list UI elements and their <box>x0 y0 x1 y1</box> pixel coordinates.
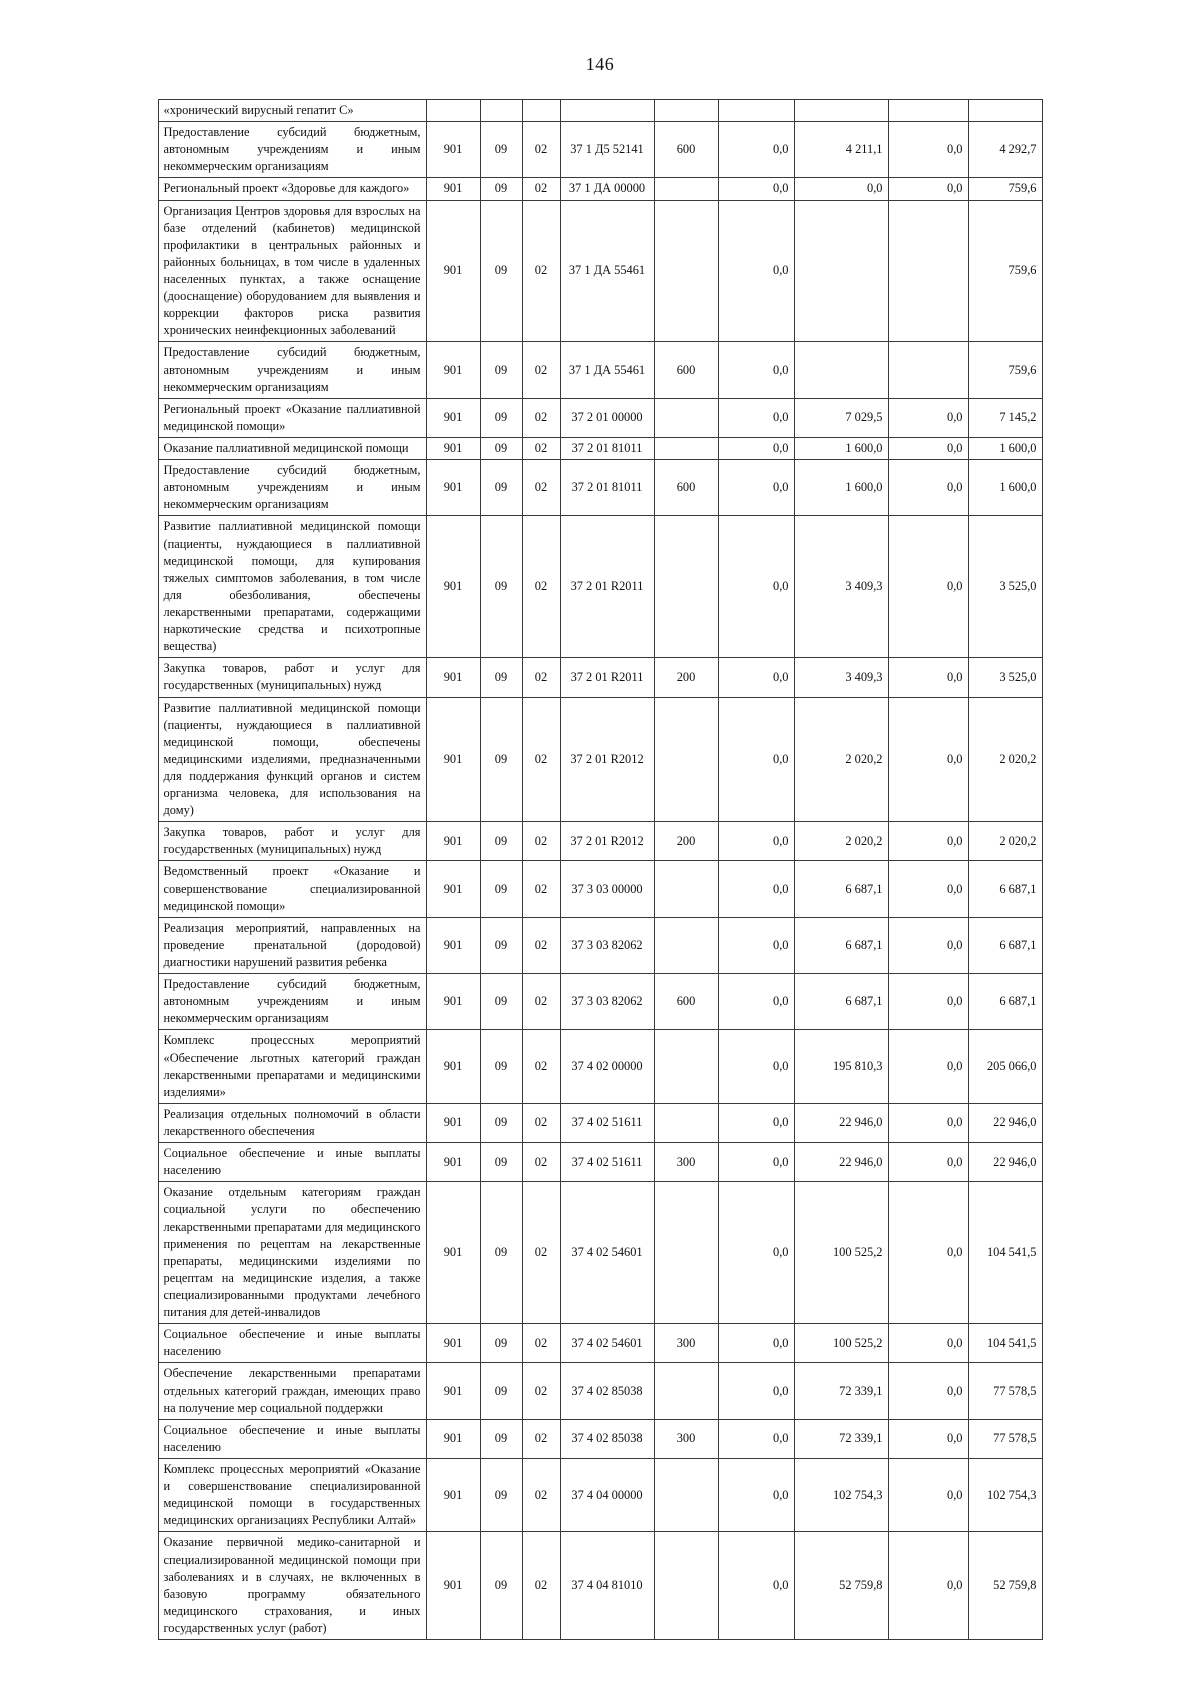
cell-section-code: 09 <box>480 1182 522 1324</box>
cell-amount-1: 0,0 <box>718 398 794 437</box>
cell-amount-1: 0,0 <box>718 1363 794 1419</box>
cell-amount-1: 0,0 <box>718 1030 794 1103</box>
cell-expense-type-code <box>654 1458 718 1531</box>
cell-amount-3: 0,0 <box>888 1143 968 1182</box>
table-row <box>158 974 1042 1030</box>
cell-grbs-code: 901 <box>426 658 480 697</box>
cell-amount-2: 0,0 <box>794 178 888 200</box>
cell-target-item-code: 37 4 02 00000 <box>560 1030 654 1103</box>
cell-name: Региональный проект «Оказание паллиативной медицинской помощи» <box>158 398 426 437</box>
cell-subsection-code: 02 <box>522 861 560 917</box>
cell-amount-3: 0,0 <box>888 178 968 200</box>
cell-name: Организация Центров здоровья для взрослых на базе отделений (кабинетов) медицинской профилактики в центральных районных и районных больницах, в том числе в удаленных населенных пунктах, а также оснащение (дооснащение) оборудованием для выявления и коррекции факторов риска развития хронических неинфекционных заболеваний <box>158 200 426 342</box>
cell-amount-1: 0,0 <box>718 122 794 178</box>
cell-subsection-code: 02 <box>522 658 560 697</box>
cell-target-item-code: 37 4 02 51611 <box>560 1143 654 1182</box>
cell-amount-4: 104 541,5 <box>968 1324 1042 1363</box>
cell-amount-3: 0,0 <box>888 917 968 973</box>
cell-subsection-code: 02 <box>522 1182 560 1324</box>
cell-section-code: 09 <box>480 658 522 697</box>
cell-expense-type-code <box>654 437 718 459</box>
cell-expense-type-code <box>654 398 718 437</box>
cell-subsection-code: 02 <box>522 437 560 459</box>
cell-amount-1: 0,0 <box>718 460 794 516</box>
cell-amount-3: 0,0 <box>888 516 968 658</box>
cell-section-code: 09 <box>480 697 522 822</box>
table-row <box>158 697 1042 822</box>
cell-section-code: 09 <box>480 1143 522 1182</box>
cell-amount-2: 6 687,1 <box>794 861 888 917</box>
cell-expense-type-code <box>654 1532 718 1640</box>
cell-amount-1: 0,0 <box>718 861 794 917</box>
cell-amount-3: 0,0 <box>888 398 968 437</box>
cell-amount-4: 2 020,2 <box>968 697 1042 822</box>
cell-target-item-code: 37 4 04 81010 <box>560 1532 654 1640</box>
cell-target-item-code: 37 1 ДА 55461 <box>560 200 654 342</box>
cell-target-item-code: 37 1 ДА 55461 <box>560 342 654 398</box>
cell-expense-type-code <box>654 100 718 122</box>
cell-name: Закупка товаров, работ и услуг для государственных (муниципальных) нужд <box>158 658 426 697</box>
cell-grbs-code: 901 <box>426 178 480 200</box>
cell-name: Обеспечение лекарственными препаратами отдельных категорий граждан, имеющих право на получение мер социальной поддержки <box>158 1363 426 1419</box>
table-row <box>158 1532 1042 1640</box>
cell-target-item-code: 37 2 01 81011 <box>560 437 654 459</box>
cell-section-code: 09 <box>480 1030 522 1103</box>
cell-target-item-code: 37 4 02 54601 <box>560 1182 654 1324</box>
cell-amount-4: 6 687,1 <box>968 917 1042 973</box>
cell-grbs-code: 901 <box>426 1324 480 1363</box>
cell-amount-1: 0,0 <box>718 1458 794 1531</box>
cell-section-code: 09 <box>480 342 522 398</box>
cell-amount-3 <box>888 100 968 122</box>
cell-name: Оказание паллиативной медицинской помощи <box>158 437 426 459</box>
cell-grbs-code: 901 <box>426 1182 480 1324</box>
cell-target-item-code: 37 3 03 82062 <box>560 917 654 973</box>
cell-subsection-code: 02 <box>522 1532 560 1640</box>
cell-expense-type-code <box>654 200 718 342</box>
cell-grbs-code: 901 <box>426 437 480 459</box>
cell-amount-4: 52 759,8 <box>968 1532 1042 1640</box>
cell-amount-2: 3 409,3 <box>794 658 888 697</box>
cell-amount-2 <box>794 100 888 122</box>
cell-name: Комплекс процессных мероприятий «Оказание и совершенствование специализированной медицинской помощи в государственных медицинских организациях Республики Алтай» <box>158 1458 426 1531</box>
cell-grbs-code: 901 <box>426 1419 480 1458</box>
table-row <box>158 658 1042 697</box>
cell-expense-type-code <box>654 917 718 973</box>
cell-expense-type-code: 600 <box>654 974 718 1030</box>
cell-name: Закупка товаров, работ и услуг для государственных (муниципальных) нужд <box>158 822 426 861</box>
table-row <box>158 178 1042 200</box>
cell-grbs-code: 901 <box>426 460 480 516</box>
table-row <box>158 822 1042 861</box>
cell-amount-1: 0,0 <box>718 658 794 697</box>
table-row <box>158 1324 1042 1363</box>
cell-amount-3: 0,0 <box>888 1419 968 1458</box>
cell-section-code: 09 <box>480 398 522 437</box>
cell-grbs-code: 901 <box>426 697 480 822</box>
cell-name: Социальное обеспечение и иные выплаты населению <box>158 1419 426 1458</box>
cell-amount-1: 0,0 <box>718 1103 794 1142</box>
cell-amount-1: 0,0 <box>718 974 794 1030</box>
cell-subsection-code: 02 <box>522 1030 560 1103</box>
cell-grbs-code: 901 <box>426 1458 480 1531</box>
cell-subsection-code: 02 <box>522 1103 560 1142</box>
cell-amount-3: 0,0 <box>888 861 968 917</box>
cell-section-code: 09 <box>480 1532 522 1640</box>
cell-target-item-code: 37 3 03 82062 <box>560 974 654 1030</box>
cell-grbs-code <box>426 100 480 122</box>
cell-target-item-code: 37 2 01 R2011 <box>560 516 654 658</box>
cell-subsection-code: 02 <box>522 1324 560 1363</box>
cell-target-item-code: 37 2 01 81011 <box>560 460 654 516</box>
cell-amount-1: 0,0 <box>718 1182 794 1324</box>
cell-name: «хронический вирусный гепатит С» <box>158 100 426 122</box>
cell-name: Предоставление субсидий бюджетным, автономным учреждениям и иным некоммерческим организациям <box>158 974 426 1030</box>
cell-name: Реализация мероприятий, направленных на проведение пренатальной (дородовой) диагностики нарушений развития ребенка <box>158 917 426 973</box>
cell-subsection-code: 02 <box>522 200 560 342</box>
cell-name: Комплекс процессных мероприятий «Обеспечение льготных категорий граждан лекарственными препаратами и медицинскими изделиями» <box>158 1030 426 1103</box>
cell-expense-type-code: 600 <box>654 342 718 398</box>
cell-amount-1: 0,0 <box>718 516 794 658</box>
cell-target-item-code: 37 1 ДА 00000 <box>560 178 654 200</box>
cell-amount-2: 1 600,0 <box>794 460 888 516</box>
table-row <box>158 437 1042 459</box>
cell-grbs-code: 901 <box>426 917 480 973</box>
cell-amount-4: 205 066,0 <box>968 1030 1042 1103</box>
cell-grbs-code: 901 <box>426 1363 480 1419</box>
cell-target-item-code: 37 1 Д5 52141 <box>560 122 654 178</box>
cell-amount-4: 759,6 <box>968 342 1042 398</box>
table-row <box>158 1030 1042 1103</box>
cell-section-code: 09 <box>480 200 522 342</box>
cell-amount-1: 0,0 <box>718 1419 794 1458</box>
cell-subsection-code: 02 <box>522 398 560 437</box>
cell-target-item-code: 37 2 01 R2011 <box>560 658 654 697</box>
cell-amount-3: 0,0 <box>888 1030 968 1103</box>
table-row <box>158 1182 1042 1324</box>
cell-amount-3: 0,0 <box>888 1324 968 1363</box>
cell-amount-2: 102 754,3 <box>794 1458 888 1531</box>
cell-expense-type-code: 200 <box>654 822 718 861</box>
cell-section-code: 09 <box>480 437 522 459</box>
table-row <box>158 1143 1042 1182</box>
cell-amount-2: 4 211,1 <box>794 122 888 178</box>
cell-expense-type-code <box>654 1030 718 1103</box>
cell-amount-2: 3 409,3 <box>794 516 888 658</box>
cell-subsection-code: 02 <box>522 917 560 973</box>
cell-amount-1: 0,0 <box>718 1143 794 1182</box>
cell-expense-type-code: 600 <box>654 122 718 178</box>
budget-table-body <box>158 100 1042 1640</box>
page-number: 146 <box>585 54 615 74</box>
cell-expense-type-code <box>654 1363 718 1419</box>
cell-target-item-code: 37 4 04 00000 <box>560 1458 654 1531</box>
cell-section-code: 09 <box>480 917 522 973</box>
cell-name: Предоставление субсидий бюджетным, автономным учреждениям и иным некоммерческим организациям <box>158 342 426 398</box>
table-row <box>158 1419 1042 1458</box>
cell-subsection-code: 02 <box>522 516 560 658</box>
cell-expense-type-code: 600 <box>654 460 718 516</box>
table-row <box>158 342 1042 398</box>
cell-amount-3: 0,0 <box>888 460 968 516</box>
cell-section-code: 09 <box>480 516 522 658</box>
cell-target-item-code <box>560 100 654 122</box>
cell-amount-3: 0,0 <box>888 974 968 1030</box>
cell-section-code: 09 <box>480 1363 522 1419</box>
cell-target-item-code: 37 4 02 85038 <box>560 1419 654 1458</box>
cell-subsection-code: 02 <box>522 974 560 1030</box>
cell-grbs-code: 901 <box>426 1532 480 1640</box>
table-row <box>158 1458 1042 1531</box>
cell-amount-2: 6 687,1 <box>794 974 888 1030</box>
cell-amount-1: 0,0 <box>718 342 794 398</box>
table-row <box>158 122 1042 178</box>
cell-name: Региональный проект «Здоровье для каждого» <box>158 178 426 200</box>
cell-amount-2: 195 810,3 <box>794 1030 888 1103</box>
cell-expense-type-code <box>654 861 718 917</box>
cell-amount-4: 22 946,0 <box>968 1143 1042 1182</box>
cell-name: Развитие паллиативной медицинской помощи (пациенты, нуждающиеся в паллиативной медицинской помощи, обеспечены медицинскими изделиями, предназначенными для поддержания функций органов и систем организма человека, для использования на дому) <box>158 697 426 822</box>
cell-amount-1: 0,0 <box>718 697 794 822</box>
table-row <box>158 861 1042 917</box>
cell-amount-2 <box>794 342 888 398</box>
cell-amount-3 <box>888 342 968 398</box>
cell-amount-2: 22 946,0 <box>794 1143 888 1182</box>
cell-amount-3: 0,0 <box>888 1103 968 1142</box>
cell-section-code: 09 <box>480 822 522 861</box>
cell-grbs-code: 901 <box>426 398 480 437</box>
cell-section-code: 09 <box>480 974 522 1030</box>
cell-amount-1: 0,0 <box>718 917 794 973</box>
cell-target-item-code: 37 2 01 00000 <box>560 398 654 437</box>
cell-amount-2: 72 339,1 <box>794 1363 888 1419</box>
cell-expense-type-code <box>654 697 718 822</box>
cell-subsection-code: 02 <box>522 1458 560 1531</box>
cell-amount-2: 52 759,8 <box>794 1532 888 1640</box>
cell-section-code: 09 <box>480 1103 522 1142</box>
cell-section-code: 09 <box>480 460 522 516</box>
cell-amount-4: 7 145,2 <box>968 398 1042 437</box>
cell-amount-3: 0,0 <box>888 122 968 178</box>
cell-name: Ведомственный проект «Оказание и совершенствование специализированной медицинской помощи» <box>158 861 426 917</box>
cell-target-item-code: 37 2 01 R2012 <box>560 697 654 822</box>
cell-target-item-code: 37 4 02 51611 <box>560 1103 654 1142</box>
cell-amount-4: 102 754,3 <box>968 1458 1042 1531</box>
cell-amount-4: 6 687,1 <box>968 861 1042 917</box>
cell-grbs-code: 901 <box>426 861 480 917</box>
cell-grbs-code: 901 <box>426 516 480 658</box>
cell-grbs-code: 901 <box>426 974 480 1030</box>
cell-expense-type-code <box>654 178 718 200</box>
cell-grbs-code: 901 <box>426 1143 480 1182</box>
table-row <box>158 1363 1042 1419</box>
cell-amount-1: 0,0 <box>718 822 794 861</box>
cell-subsection-code: 02 <box>522 122 560 178</box>
cell-expense-type-code: 300 <box>654 1143 718 1182</box>
cell-expense-type-code: 200 <box>654 658 718 697</box>
cell-section-code: 09 <box>480 861 522 917</box>
cell-subsection-code: 02 <box>522 697 560 822</box>
table-row <box>158 398 1042 437</box>
cell-amount-2: 2 020,2 <box>794 822 888 861</box>
cell-expense-type-code: 300 <box>654 1324 718 1363</box>
cell-amount-4: 3 525,0 <box>968 658 1042 697</box>
cell-amount-4: 759,6 <box>968 178 1042 200</box>
cell-amount-3: 0,0 <box>888 1363 968 1419</box>
cell-expense-type-code <box>654 1182 718 1324</box>
cell-name: Социальное обеспечение и иные выплаты населению <box>158 1324 426 1363</box>
cell-amount-1: 0,0 <box>718 437 794 459</box>
cell-amount-4: 2 020,2 <box>968 822 1042 861</box>
cell-target-item-code: 37 3 03 00000 <box>560 861 654 917</box>
cell-name: Оказание первичной медико-санитарной и специализированной медицинской помощи при заболеваниях и в случаях, не включенных в базовую программу обязательного медицинского страхования, и иных государственных услуг (работ) <box>158 1532 426 1640</box>
cell-amount-4: 4 292,7 <box>968 122 1042 178</box>
cell-target-item-code: 37 4 02 54601 <box>560 1324 654 1363</box>
cell-amount-3: 0,0 <box>888 822 968 861</box>
cell-amount-2: 22 946,0 <box>794 1103 888 1142</box>
cell-grbs-code: 901 <box>426 1103 480 1142</box>
cell-name: Предоставление субсидий бюджетным, автономным учреждениям и иным некоммерческим организациям <box>158 460 426 516</box>
cell-amount-1: 0,0 <box>718 1324 794 1363</box>
cell-amount-3 <box>888 200 968 342</box>
cell-amount-4: 1 600,0 <box>968 460 1042 516</box>
budget-table <box>158 99 1043 1640</box>
cell-amount-3: 0,0 <box>888 1458 968 1531</box>
cell-amount-1: 0,0 <box>718 200 794 342</box>
table-row <box>158 1103 1042 1142</box>
cell-amount-2: 100 525,2 <box>794 1182 888 1324</box>
cell-section-code: 09 <box>480 122 522 178</box>
cell-amount-1: 0,0 <box>718 1532 794 1640</box>
cell-amount-2: 7 029,5 <box>794 398 888 437</box>
cell-amount-3: 0,0 <box>888 658 968 697</box>
cell-section-code: 09 <box>480 1419 522 1458</box>
cell-amount-1 <box>718 100 794 122</box>
cell-subsection-code: 02 <box>522 178 560 200</box>
cell-target-item-code: 37 2 01 R2012 <box>560 822 654 861</box>
cell-subsection-code <box>522 100 560 122</box>
cell-expense-type-code <box>654 516 718 658</box>
cell-amount-4: 104 541,5 <box>968 1182 1042 1324</box>
cell-subsection-code: 02 <box>522 460 560 516</box>
cell-amount-2: 72 339,1 <box>794 1419 888 1458</box>
cell-section-code <box>480 100 522 122</box>
cell-name: Развитие паллиативной медицинской помощи (пациенты, нуждающиеся в паллиативной медицинской помощи, для купирования тяжелых симптомов заболевания, в том числе для обезболивания, обеспечены лекарственными препаратами, содержащими наркотические средства и психотропные вещества) <box>158 516 426 658</box>
cell-section-code: 09 <box>480 1458 522 1531</box>
cell-grbs-code: 901 <box>426 1030 480 1103</box>
cell-name: Оказание отдельным категориям граждан социальной услуги по обеспечению лекарственными препаратами для медицинского применения по рецептам на лекарственные препараты, медицинскими изделиями по рецептам на медицинские изделия, а также специализированными продуктами лечебного питания для детей-инвалидов <box>158 1182 426 1324</box>
cell-amount-2: 2 020,2 <box>794 697 888 822</box>
cell-name: Реализация отдельных полномочий в области лекарственного обеспечения <box>158 1103 426 1142</box>
cell-grbs-code: 901 <box>426 342 480 398</box>
cell-amount-2 <box>794 200 888 342</box>
table-row <box>158 100 1042 122</box>
cell-amount-1: 0,0 <box>718 178 794 200</box>
cell-section-code: 09 <box>480 1324 522 1363</box>
cell-name: Социальное обеспечение и иные выплаты населению <box>158 1143 426 1182</box>
cell-expense-type-code <box>654 1103 718 1142</box>
table-row <box>158 200 1042 342</box>
cell-subsection-code: 02 <box>522 1143 560 1182</box>
cell-amount-3: 0,0 <box>888 1182 968 1324</box>
cell-grbs-code: 901 <box>426 200 480 342</box>
cell-amount-4: 6 687,1 <box>968 974 1042 1030</box>
table-row <box>158 917 1042 973</box>
cell-amount-4: 77 578,5 <box>968 1363 1042 1419</box>
cell-grbs-code: 901 <box>426 122 480 178</box>
cell-expense-type-code: 300 <box>654 1419 718 1458</box>
cell-amount-2: 1 600,0 <box>794 437 888 459</box>
cell-subsection-code: 02 <box>522 1419 560 1458</box>
cell-grbs-code: 901 <box>426 822 480 861</box>
cell-amount-4: 77 578,5 <box>968 1419 1042 1458</box>
cell-subsection-code: 02 <box>522 1363 560 1419</box>
cell-amount-3: 0,0 <box>888 697 968 822</box>
cell-name: Предоставление субсидий бюджетным, автономным учреждениям и иным некоммерческим организациям <box>158 122 426 178</box>
cell-amount-2: 6 687,1 <box>794 917 888 973</box>
cell-amount-3: 0,0 <box>888 437 968 459</box>
cell-amount-4: 3 525,0 <box>968 516 1042 658</box>
cell-subsection-code: 02 <box>522 822 560 861</box>
cell-subsection-code: 02 <box>522 342 560 398</box>
cell-amount-2: 100 525,2 <box>794 1324 888 1363</box>
cell-amount-4: 22 946,0 <box>968 1103 1042 1142</box>
cell-section-code: 09 <box>480 178 522 200</box>
cell-amount-4 <box>968 100 1042 122</box>
cell-amount-3: 0,0 <box>888 1532 968 1640</box>
cell-amount-4: 759,6 <box>968 200 1042 342</box>
table-row <box>158 460 1042 516</box>
cell-amount-4: 1 600,0 <box>968 437 1042 459</box>
table-row <box>158 516 1042 658</box>
cell-target-item-code: 37 4 02 85038 <box>560 1363 654 1419</box>
